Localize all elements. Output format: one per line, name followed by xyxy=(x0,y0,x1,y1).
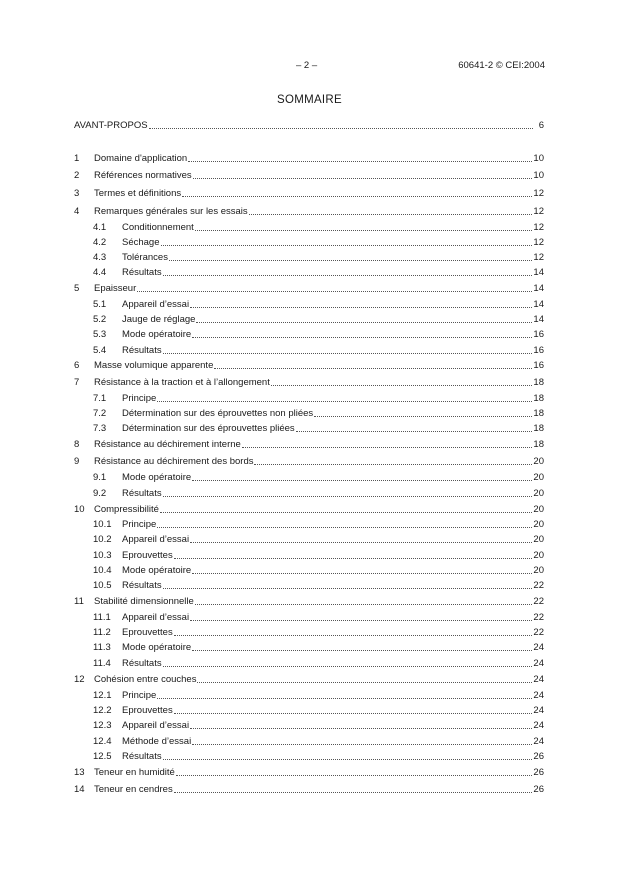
toc-entry-number: 12.4 xyxy=(93,736,112,747)
toc-entry-4-2[interactable] xyxy=(93,236,544,249)
toc-entry-number: 12.3 xyxy=(93,720,112,731)
toc-entry-4-3[interactable] xyxy=(93,251,544,264)
dot-leader xyxy=(163,266,533,279)
toc-entry-page: 26 xyxy=(533,767,544,778)
toc-entry-number: 4.1 xyxy=(93,222,107,233)
toc-entry-13[interactable] xyxy=(74,766,544,779)
toc-entry-label: Conditionnement xyxy=(122,222,194,233)
toc-entry-page: 20 xyxy=(533,472,544,483)
toc-entry-label: Teneur en humidité xyxy=(94,767,175,778)
toc-entry-foreword[interactable] xyxy=(74,119,544,132)
toc-entry-label: Remarques générales sur les essais xyxy=(94,206,248,217)
toc-entry-page: 14 xyxy=(533,299,544,310)
toc-entry-10-2[interactable] xyxy=(93,533,544,546)
toc-entry-11-2[interactable] xyxy=(93,626,544,639)
toc-entry-page: 18 xyxy=(533,393,544,404)
toc-entry-5[interactable] xyxy=(74,282,544,295)
dot-leader xyxy=(271,376,533,389)
toc-entry-4[interactable] xyxy=(74,205,544,218)
toc-entry-number: 11.3 xyxy=(93,642,111,653)
toc-entry-number: 10 xyxy=(74,504,85,515)
dot-leader xyxy=(174,626,533,639)
toc-entry-5-2[interactable] xyxy=(93,313,544,326)
toc-entry-9-2[interactable] xyxy=(93,487,544,500)
toc-entry-label: Epaisseur xyxy=(94,283,137,294)
toc-entry-label: Mode opératoire xyxy=(122,472,192,483)
toc-entry-number: 10.5 xyxy=(93,580,112,591)
dot-leader xyxy=(242,438,533,451)
toc-entry-page: 26 xyxy=(533,751,544,762)
toc-entry-number: 5 xyxy=(74,283,80,294)
toc-entry-number: 4.4 xyxy=(93,267,107,278)
toc-entry-page: 12 xyxy=(533,222,544,233)
dot-leader xyxy=(157,518,532,531)
toc-entry-5-4[interactable] xyxy=(93,344,544,357)
toc-entry-number: 11.4 xyxy=(93,658,111,669)
dot-leader xyxy=(176,766,533,779)
dot-leader xyxy=(192,735,532,748)
dot-leader xyxy=(161,236,533,249)
toc-entry-page: 20 xyxy=(533,488,544,499)
toc-entry-page: 10 xyxy=(533,153,544,164)
toc-entry-page: 12 xyxy=(533,237,544,248)
toc-entry-11[interactable] xyxy=(74,595,544,608)
toc-entry-page: 20 xyxy=(533,456,544,467)
toc-entry-label: Détermination sur des éprouvettes non pliées xyxy=(122,408,314,419)
toc-entry-page: 24 xyxy=(533,705,544,716)
toc-entry-number: 9.1 xyxy=(93,472,107,483)
toc-entry-10-4[interactable] xyxy=(93,564,544,577)
dot-leader xyxy=(157,689,532,702)
toc-entry-2[interactable] xyxy=(74,169,544,182)
toc-entry-number: 12.1 xyxy=(93,690,112,701)
toc-entry-label: Principe xyxy=(122,519,157,530)
toc-entry-page: 20 xyxy=(533,504,544,515)
toc-entry-4-1[interactable] xyxy=(93,221,544,234)
toc-entry-label: Tolérances xyxy=(122,252,168,263)
toc-entry-label: Appareil d’essai xyxy=(122,612,190,623)
page-title: SOMMAIRE xyxy=(276,94,342,106)
toc-entry-label: Domaine d'application xyxy=(94,153,188,164)
dot-leader xyxy=(157,392,532,405)
toc-entry-label: Teneur en cendres xyxy=(94,784,173,795)
toc-entry-12-5[interactable] xyxy=(93,750,544,763)
toc-entry-number: 7.2 xyxy=(93,408,107,419)
toc-entry-page: 16 xyxy=(533,345,544,356)
dot-leader xyxy=(160,503,532,516)
toc-entry-number: 10.4 xyxy=(93,565,112,576)
toc-entry-12-3[interactable] xyxy=(93,719,544,732)
toc-entry-label: Références normatives xyxy=(94,170,192,181)
toc-entry-page: 18 xyxy=(533,423,544,434)
toc-entry-14[interactable] xyxy=(74,783,544,796)
dot-leader xyxy=(174,704,533,717)
toc-entry-7[interactable] xyxy=(74,376,544,389)
dot-leader xyxy=(149,119,533,132)
toc-entry-label: Résultats xyxy=(122,488,162,499)
toc-entry-page: 14 xyxy=(533,267,544,278)
toc-entry-number: 1 xyxy=(74,153,80,164)
toc-entry-label: Résultats xyxy=(122,345,162,356)
toc-entry-label: Cohésion entre couches xyxy=(94,674,197,685)
dot-leader xyxy=(190,719,532,732)
toc-entry-page: 24 xyxy=(533,674,544,685)
dot-leader xyxy=(174,549,533,562)
dot-leader xyxy=(190,298,532,311)
toc-entry-label: Résultats xyxy=(122,267,162,278)
toc-entry-number: 5.1 xyxy=(93,299,107,310)
toc-entry-label: Appareil d’essai xyxy=(122,720,190,731)
toc-entry-10[interactable] xyxy=(74,503,544,516)
dot-leader xyxy=(163,657,533,670)
toc-entry-label: Eprouvettes xyxy=(122,705,173,716)
dot-leader xyxy=(163,579,533,592)
toc-entry-label: Jauge de réglage xyxy=(122,314,196,325)
toc-entry-number: 10.3 xyxy=(93,550,112,561)
toc-entry-number: 11.1 xyxy=(93,612,111,623)
toc-entry-number: 10.2 xyxy=(93,534,112,545)
toc-entry-page: 22 xyxy=(533,612,544,623)
toc-entry-page: 24 xyxy=(533,720,544,731)
dot-leader xyxy=(137,282,532,295)
toc-entry-5-1[interactable] xyxy=(93,298,544,311)
dot-leader xyxy=(192,564,532,577)
toc-entry-12-4[interactable] xyxy=(93,735,544,748)
toc-entry-page: 22 xyxy=(533,580,544,591)
toc-entry-label: Eprouvettes xyxy=(122,550,173,561)
toc-entry-page: 20 xyxy=(533,534,544,545)
dot-leader xyxy=(192,328,532,341)
toc-entry-label: Principe xyxy=(122,393,157,404)
toc-entry-page: 22 xyxy=(533,627,544,638)
toc-entry-number: 4.2 xyxy=(93,237,107,248)
toc-entry-label: Résultats xyxy=(122,751,162,762)
toc-entry-page: 16 xyxy=(533,329,544,340)
toc-entry-label: Résultats xyxy=(122,658,162,669)
toc-entry-label: Principe xyxy=(122,690,157,701)
toc-entry-11-3[interactable] xyxy=(93,641,544,654)
toc-entry-number: 9 xyxy=(74,456,80,467)
toc-entry-7-2[interactable] xyxy=(93,407,544,420)
page-number: – 2 – xyxy=(296,60,318,71)
toc-entry-page: 20 xyxy=(533,519,544,530)
toc-entry-page: 24 xyxy=(533,690,544,701)
toc-entry-number: 7.3 xyxy=(93,423,107,434)
toc-entry-10-1[interactable] xyxy=(93,518,544,531)
toc-entry-8[interactable] xyxy=(74,438,544,451)
toc-entry-page: 18 xyxy=(533,439,544,450)
dot-leader xyxy=(163,750,533,763)
toc-entry-label: Mode opératoire xyxy=(122,565,192,576)
toc-entry-number: 14 xyxy=(74,784,85,795)
dot-leader xyxy=(314,407,532,420)
toc-entry-page: 12 xyxy=(533,206,544,217)
toc-entry-11-4[interactable] xyxy=(93,657,544,670)
toc-entry-number: 11 xyxy=(74,596,84,607)
toc-entry-page: 12 xyxy=(533,188,544,199)
toc-entry-label: Masse volumique apparente xyxy=(94,360,214,371)
toc-entry-label: Mode opératoire xyxy=(122,642,192,653)
toc-entry-number: 2 xyxy=(74,170,80,181)
toc-entry-number: 3 xyxy=(74,188,80,199)
toc-entry-number: 4.3 xyxy=(93,252,107,263)
toc-entry-page: 24 xyxy=(533,736,544,747)
dot-leader xyxy=(249,205,533,218)
toc-entry-page: 12 xyxy=(533,252,544,263)
toc-entry-label: AVANT-PROPOS xyxy=(74,120,148,131)
toc-entry-number: 12.2 xyxy=(93,705,112,716)
toc-entry-number: 13 xyxy=(74,767,85,778)
toc-entry-number: 10.1 xyxy=(93,519,112,530)
toc-entry-label: Méthode d’essai xyxy=(122,736,192,747)
toc-entry-number: 9.2 xyxy=(93,488,107,499)
dot-leader xyxy=(188,152,532,165)
dot-leader xyxy=(163,487,533,500)
toc-entry-page: 18 xyxy=(533,408,544,419)
dot-leader xyxy=(182,187,532,200)
toc-entry-page: 24 xyxy=(533,658,544,669)
toc-entry-label: Termes et définitions xyxy=(94,188,182,199)
toc-entry-page: 20 xyxy=(533,550,544,561)
toc-entry-11-1[interactable] xyxy=(93,611,544,624)
toc-entry-number: 4 xyxy=(74,206,80,217)
dot-leader xyxy=(214,359,532,372)
toc-entry-label: Détermination sur des éprouvettes pliées xyxy=(122,423,295,434)
toc-entry-page: 20 xyxy=(533,565,544,576)
toc-entry-label: Séchage xyxy=(122,237,160,248)
toc-entry-label: Résistance au déchirement des bords xyxy=(94,456,254,467)
toc-entry-10-3[interactable] xyxy=(93,549,544,562)
toc-entry-12[interactable] xyxy=(74,673,544,686)
toc-entry-page: 24 xyxy=(533,642,544,653)
dot-leader xyxy=(169,251,532,264)
toc-entry-label: Mode opératoire xyxy=(122,329,192,340)
toc-entry-4-4[interactable] xyxy=(93,266,544,279)
dot-leader xyxy=(196,313,532,326)
toc-entry-9-1[interactable] xyxy=(93,471,544,484)
dot-leader xyxy=(163,344,533,357)
toc-entry-number: 12 xyxy=(74,674,85,685)
toc-entry-label: Appareil d’essai xyxy=(122,534,190,545)
toc-entry-label: Résultats xyxy=(122,580,162,591)
toc-entry-number: 7.1 xyxy=(93,393,107,404)
toc-entry-3[interactable] xyxy=(74,187,544,200)
toc-entry-1[interactable] xyxy=(74,152,544,165)
toc-entry-page: 22 xyxy=(533,596,544,607)
toc-entry-number: 7 xyxy=(74,377,80,388)
toc-entry-label: Résistance à la traction et à l’allongement xyxy=(94,377,270,388)
dot-leader xyxy=(190,611,532,624)
toc-entry-page: 6 xyxy=(538,120,544,131)
dot-leader xyxy=(193,169,533,182)
dot-leader xyxy=(190,533,532,546)
toc-entry-10-5[interactable] xyxy=(93,579,544,592)
toc-entry-page: 18 xyxy=(533,377,544,388)
toc-entry-12-2[interactable] xyxy=(93,704,544,717)
toc-entry-label: Stabilité dimensionnelle xyxy=(94,596,194,607)
toc-entry-12-1[interactable] xyxy=(93,689,544,702)
dot-leader xyxy=(197,673,532,686)
toc-entry-number: 11.2 xyxy=(93,627,111,638)
toc-entry-page: 16 xyxy=(533,360,544,371)
dot-leader xyxy=(296,422,533,435)
toc-entry-page: 10 xyxy=(533,170,544,181)
toc-entry-label: Résistance au déchirement interne xyxy=(94,439,241,450)
toc-entry-number: 5.4 xyxy=(93,345,107,356)
toc-entry-number: 12.5 xyxy=(93,751,112,762)
toc-entry-number: 8 xyxy=(74,439,80,450)
toc-entry-5-3[interactable] xyxy=(93,328,544,341)
dot-leader xyxy=(254,455,532,468)
dot-leader xyxy=(192,471,532,484)
toc-entry-label: Eprouvettes xyxy=(122,627,173,638)
dot-leader xyxy=(195,595,533,608)
dot-leader xyxy=(192,641,532,654)
toc-entry-number: 6 xyxy=(74,360,80,371)
toc-entry-9[interactable] xyxy=(74,455,544,468)
dot-leader xyxy=(195,221,533,234)
toc-entry-7-3[interactable] xyxy=(93,422,544,435)
toc-entry-label: Appareil d’essai xyxy=(122,299,190,310)
dot-leader xyxy=(174,783,533,796)
toc-entry-number: 5.2 xyxy=(93,314,107,325)
toc-entry-number: 5.3 xyxy=(93,329,107,340)
toc-entry-label: Compressibilité xyxy=(94,504,159,515)
toc-entry-page: 14 xyxy=(533,283,544,294)
toc-entry-6[interactable] xyxy=(74,359,544,372)
toc-entry-page: 14 xyxy=(533,314,544,325)
toc-entry-page: 26 xyxy=(533,784,544,795)
document-reference: 60641-2 © CEI:2004 xyxy=(458,60,545,71)
toc-entry-7-1[interactable] xyxy=(93,392,544,405)
